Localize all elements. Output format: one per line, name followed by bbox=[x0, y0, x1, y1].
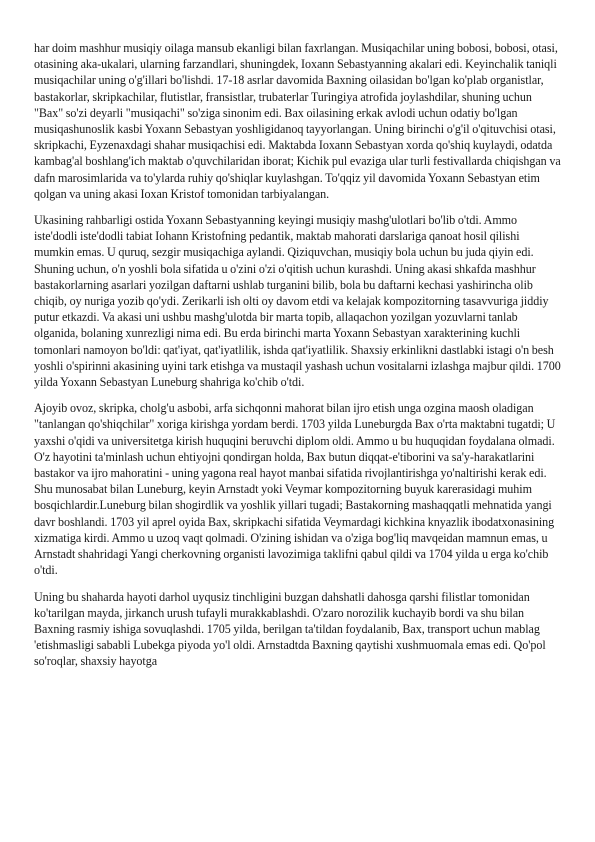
paragraph-3: Ajoyib ovoz, skripka, cholg'u asbobi, arfa sichqonni mahorat bilan ijro etish unga ozgina maosh oladigan "tanlangan qo'shiqchilar" xoriga kirishga yordam berdi. 1703 yilda Luneburgda Bax o'rta maktabni tugatdi; U yaxshi o'qidi va universitetga kirish huquqini beruvchi diplom oldi. Ammo u bu huquqidan foydalana olmadi. O'z hayotini ta'minlash uchun ehtiyojni qondirgan holda, Bax butun diqqat-e'tiborini va sa'y-harakatlarini bastakor va ijro mahoratini - uning yagona real hayot manbai sifatida rivojlantirishga yo'naltirishi kerak edi. Shu munosabat bilan Luneburg, keyin Arnstadt yoki Veymar kompozitorning buyuk karerasidagi muhim bosqichlardir.Luneburg bilan shogirdlik va yoshlik yillari tugadi; Bastakorning mashaqqatli mehnatida yangi davr boshlandi. 1703 yil aprel oyida Bax, skripkachi sifatida Veymardagi kichkina knyazlik ibodatxonasining xizmatiga kirdi. Ammo u uzoq vaqt qolmadi. O'zining ishidan va o'ziga bog'liq mavqeidan mamnun emas, u Arnstadt shahridagi Yangi cherkovning organisti lavozimiga taklifni qabul qildi va 1704 yilda u erga ko'chib o'tdi. bbox=[34, 401, 556, 578]
document-page bbox=[34, 40, 562, 680]
paragraph-4: Uning bu shaharda hayoti darhol uyqusiz tinchligini buzgan dahshatli dahosga qarshi filistlar tomonidan ko'tarilgan mayda, jirkanch urush tufayli murakkablashdi. O'zaro norozilik kuchayib bordi va shu bilan Baxning rasmiy ishiga sovuqlashdi. 1705 yilda, berilgan ta'tildan foydalanib, Bax, transport uchun mablag 'etishmasligi sababli Lubekga piyoda yo'l oldi. Arnstadtda Baxning qaytishi xushmuomala emas edi. Qo'pol so'roqlar, shaxsiy hayotga bbox=[34, 589, 546, 669]
paragraph-2: Ukasining rahbarligi ostida Yoxann Sebastyanning keyingi musiqiy mashg'ulotlari bo'lib o'tdi. Ammo iste'dodli iste'dodli tabiat Iohann Kristofning pedantik, maktab mahorati darslariga qanoat hosil qilishi mumkin emas. U quruq, sezgir musiqachiga aylandi. Qiziquvchan, musiqiy bola uchun bu juda qiyin edi. Shuning uchun, o'n yoshli bola sifatida u o'zini o'zi o'qitish uchun kurashdi. Uning akasi shkafda mashhur bastakorlarning asarlari yozilgan daftarni ushlab turganini bilib, bola bu daftarni kechasi yashirincha olib chiqib, oy nuriga yozib qo'ydi. Zerikarli ish olti oy davom etdi va kelajak kompozitorning tasavvuriga jiddiy putur etkazdi. Va akasi uni ushbu mashg'ulotda bir marta topib, allaqachon yozilgan yozuvlarni tanlab olganida, bolaning xunrezligi nima edi. Bu erda birinchi marta Yoxann Sebastyan xarakterining kuchli tomonlari namoyon bo'ldi: qat'iyat, qat'iyatlilik, ishda qat'iyatlilik. Shaxsiy erkinlikni dastlabki istagi o'n besh yoshli o'spirinni akasining uyini tark etishga va mustaqil yashash uchun vositalarni izlashga majbur qildi. 1700 yilda Yoxann Sebastyan Luneburg shahriga ko'chib o'tdi. bbox=[34, 213, 561, 390]
paragraph-1: har doim mashhur musiqiy oilaga mansub ekanligi bilan faxrlangan. Musiqachilar uning bobosi, bobosi, otasi, otasining aka-ukalari, ularning farzandlari, shuningdek, Ioxann Sebastyanning akalari edi. Keyinchalik taniqli musiqachilar uning o'g'illari bo'lishdi. 17-18 asrlar davomida Baxning oilasidan bo'lgan ko'plab organistlar, bastakorlar, skripkachilar, flutistlar, fransistlar, trubaterlar Turingiya atrofida joylashdilar, shuning uchun "Bax" so'zi deyarli "musiqachi" so'ziga sinonim edi. Bax oilasining erkak avlodi uchun odatiy bo'lgan musiqashunoslik kasbi Yoxann Sebastyan yoshligidanoq tayyorlangan. Uning birinchi o'g'il o'qituvchisi otasi, skripkachi, Eyzenaxdagi shahar musiqachisi edi. Maktabda Ioxann Sebastyan xorda qo'shiq kuylaydi, odatda kambag'al boshlang'ich maktab o'quvchilaridan iborat; Kichik pul evaziga ular turli festivallarda chiqishgan va dafn marosimlarida va to'ylarda ruhiy qo'shiqlar kuylashgan. To'qqiz yil davomida Yoxann Sebastyan etim qolgan va uning akasi Ioxan Kristof tomonidan tarbiyalangan. bbox=[34, 41, 561, 201]
